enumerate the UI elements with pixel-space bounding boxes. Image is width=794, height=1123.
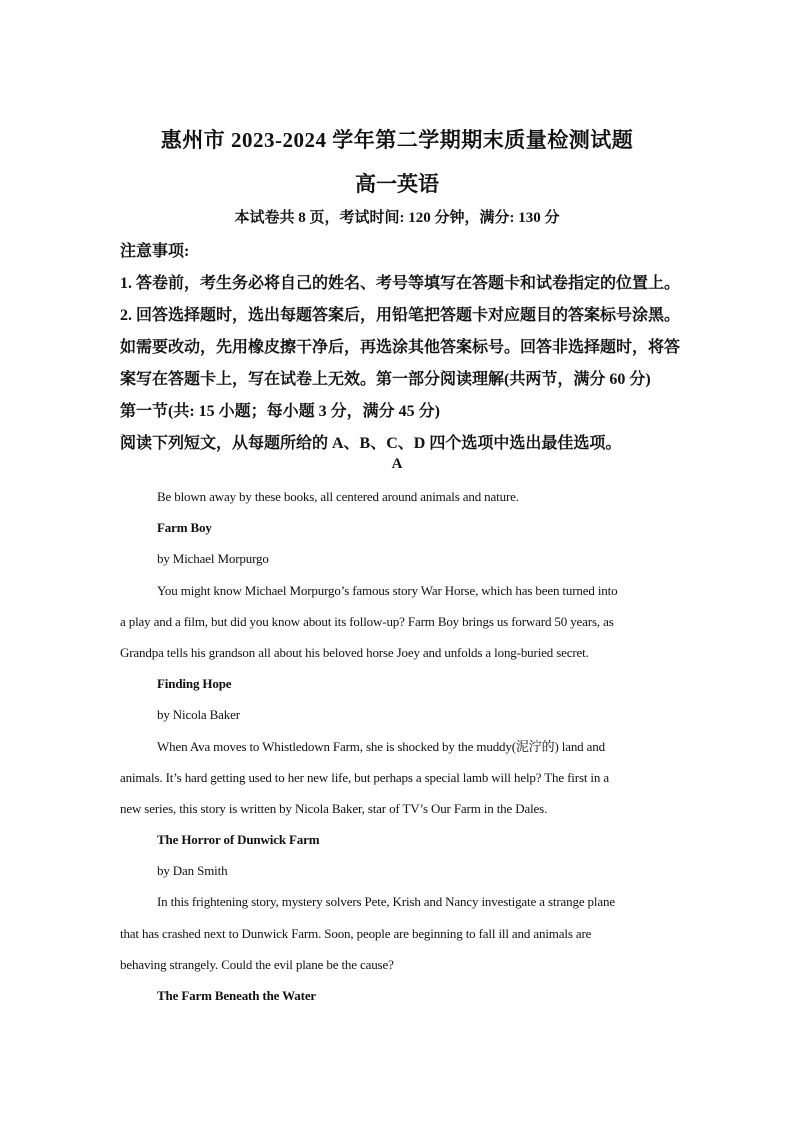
book-description-line: You might know Michael Morpurgo’s famous story War Horse, which has been turned into <box>157 582 618 598</box>
book-description-line: behaving strangely. Could the evil plane be the cause? <box>120 956 394 972</box>
passage-intro: Be blown away by these books, all centered around animals and nature. <box>157 489 519 504</box>
book-title: The Farm Beneath the Water <box>157 988 317 1003</box>
section-heading: 第一节(共: 15 小题；每小题 3 分，满分 45 分) <box>120 403 440 420</box>
passage-letter: A <box>391 456 403 472</box>
instructions <box>120 236 680 460</box>
book-description-line: animals. It’s hard getting used to her new life, but perhaps a special lamb will help? The first in a <box>120 769 609 785</box>
book-description-line: new series, this story is written by Nicola Baker, star of TV’s Our Farm in the Dales. <box>120 800 548 816</box>
book-title: Finding Hope <box>157 676 232 692</box>
book-description-line: When Ava moves to Whistledown Farm, she is shocked by the muddy(泥泞的) land and <box>157 738 605 754</box>
instruction-line: 如需要改动，先用橡皮擦干净后，再选涂其他答案标号。回答非选择题时，将答 <box>120 339 681 356</box>
exam-title: 惠州市 2023-2024 学年第二学期期末质量检测试题 <box>160 128 634 152</box>
book-title: Farm Boy <box>157 520 212 536</box>
instruction-line: 1. 答卷前，考生务必将自己的姓名、考号等填写在答题卡和试卷指定的位置上。 <box>120 275 681 292</box>
instruction-line: 案写在答题卡上，写在试卷上无效。第一部分阅读理解(共两节，满分 60 分) <box>120 371 651 388</box>
book-author: by Nicola Baker <box>157 707 240 723</box>
passage-a <box>120 481 680 1011</box>
book-description-line: a play and a film, but did you know about its follow-up? Farm Boy brings us forward 50 years, as <box>120 613 614 629</box>
book-description-line: Grandpa tells his grandson all about his beloved horse Joey and unfolds a long-buried secret. <box>120 644 589 660</box>
section-directions: 阅读下列短文，从每题所给的 A、B、C、D 四个选项中选出最佳选项。 <box>120 435 622 452</box>
book-description-line: In this frightening story, mystery solvers Pete, Krish and Nancy investigate a strange plane <box>157 894 615 910</box>
instructions-heading: 注意事项: <box>120 243 190 260</box>
exam-subject: 高一英语 <box>355 172 439 196</box>
instruction-line: 2. 回答选择题时，选出每题答案后，用铅笔把答题卡对应题目的答案标号涂黑。 <box>120 307 681 324</box>
exam-info: 本试卷共 8 页，考试时间: 120 分钟，满分: 130 分 <box>234 210 560 226</box>
book-title: The Horror of Dunwick Farm <box>157 832 320 848</box>
book-author: by Dan Smith <box>157 863 228 879</box>
book-description-line: that has crashed next to Dunwick Farm. Soon, people are beginning to fall ill and animals are <box>120 925 592 941</box>
book-author: by Michael Morpurgo <box>157 551 269 567</box>
